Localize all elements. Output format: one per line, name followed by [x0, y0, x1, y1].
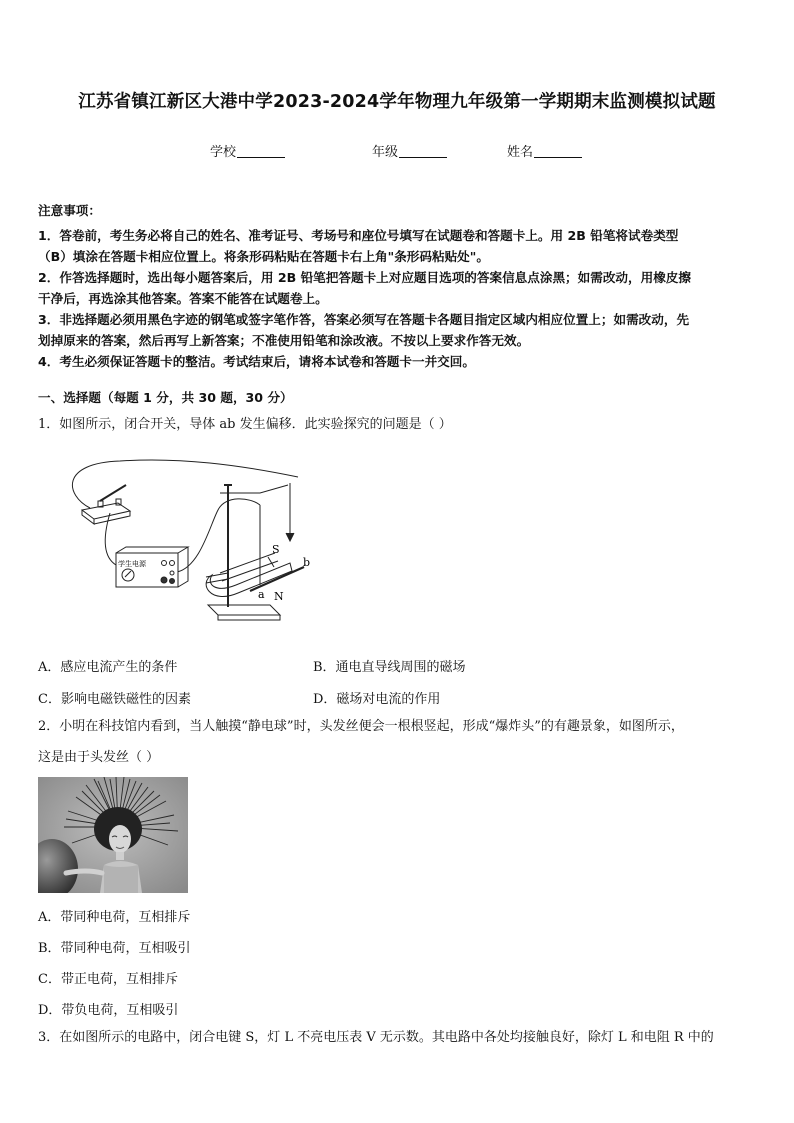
magnet-s-label: S	[272, 543, 280, 556]
q3-stem: 3．在如图所示的电路中，闭合电键 S，灯 L 不亮电压表 V 无示数。其电路中各处均接触良好，除灯 L 和电阻 R 中的	[38, 1030, 714, 1045]
grade-label: 年级	[372, 145, 399, 160]
school-blank[interactable]	[237, 144, 285, 158]
name-label: 姓名	[507, 145, 534, 160]
notice-line-7: 4．考生必须保证答题卡的整洁。考试结束后，请将本试卷和答题卡一并交回。	[38, 354, 475, 369]
notice-line-6: 划掉原来的答案，然后再写上新答案；不准使用铅笔和涂改液。不按以上要求作答无效。	[38, 333, 530, 348]
name-field	[507, 141, 582, 160]
q2-option-a[interactable]: A．带同种电荷，互相排斥	[38, 910, 191, 925]
magnet-n-label: N	[274, 590, 284, 603]
grade-blank[interactable]	[399, 144, 447, 158]
q1-option-a[interactable]: A．感应电流产生的条件	[38, 660, 178, 675]
notice-heading: 注意事项：	[38, 203, 101, 218]
q1-option-d[interactable]: D．磁场对电流的作用	[313, 692, 441, 707]
school-label: 学校	[210, 145, 237, 160]
q2-option-b[interactable]: B．带同种电荷，互相吸引	[38, 941, 191, 956]
q2-option-d[interactable]: D．带负电荷，互相吸引	[38, 1003, 179, 1018]
notice-line-4: 干净后，再选涂其他答案。答案不能答在试题卷上。	[38, 291, 328, 306]
page-title: 江苏省镇江新区大港中学2023-2024学年物理九年级第一学期期末监测模拟试题	[78, 92, 716, 112]
school-field	[210, 141, 285, 160]
grade-field	[372, 141, 447, 160]
q1-stem: 1．如图所示，闭合开关，导体 ab 发生偏移．此实验探究的问题是（ ）	[38, 417, 452, 432]
notice-line-1: 1．答卷前，考生务必将自己的姓名、准考证号、考场号和座位号填写在试题卷和答题卡上。用 2B 铅笔将试卷类型	[38, 228, 679, 243]
q1-option-b[interactable]: B．通电直导线周围的磁场	[313, 660, 466, 675]
rod-a-label: a	[258, 588, 265, 601]
notice-line-3: 2．作答选择题时，选出每小题答案后，用 2B 铅笔把答题卡上对应题目选项的答案信息点涂黑；如需改动，用橡皮擦	[38, 270, 691, 285]
q2-stem-line-1: 2．小明在科技馆内看到，当人触摸“静电球”时，头发丝便会一根根竖起，形成“爆炸头”的有趣景象，如图所示，	[38, 719, 684, 734]
notice-line-5: 3．非选择题必须用黑色字迹的钢笔或签字笔作答，答案必须写在答题卡各题目指定区域内相应位置上；如需改动，先	[38, 312, 690, 327]
section-heading: 一、选择题（每题 1 分，共 30 题，30 分）	[38, 390, 293, 405]
name-blank[interactable]	[534, 144, 582, 158]
q2-photo	[38, 777, 188, 893]
power-supply-label: 学生电源	[118, 560, 146, 568]
q2-option-c[interactable]: C．带正电荷，互相排斥	[38, 972, 178, 987]
q1-circuit-figure	[60, 455, 330, 625]
q2-stem-line-2: 这是由于头发丝（ ）	[38, 750, 160, 765]
rod-b-label: b	[303, 556, 311, 569]
q1-option-c[interactable]: C．影响电磁铁磁性的因素	[38, 692, 191, 707]
notice-line-2: （B）填涂在答题卡相应位置上。将条形码粘贴在答题卡右上角"条形码粘贴处"。	[38, 249, 489, 264]
